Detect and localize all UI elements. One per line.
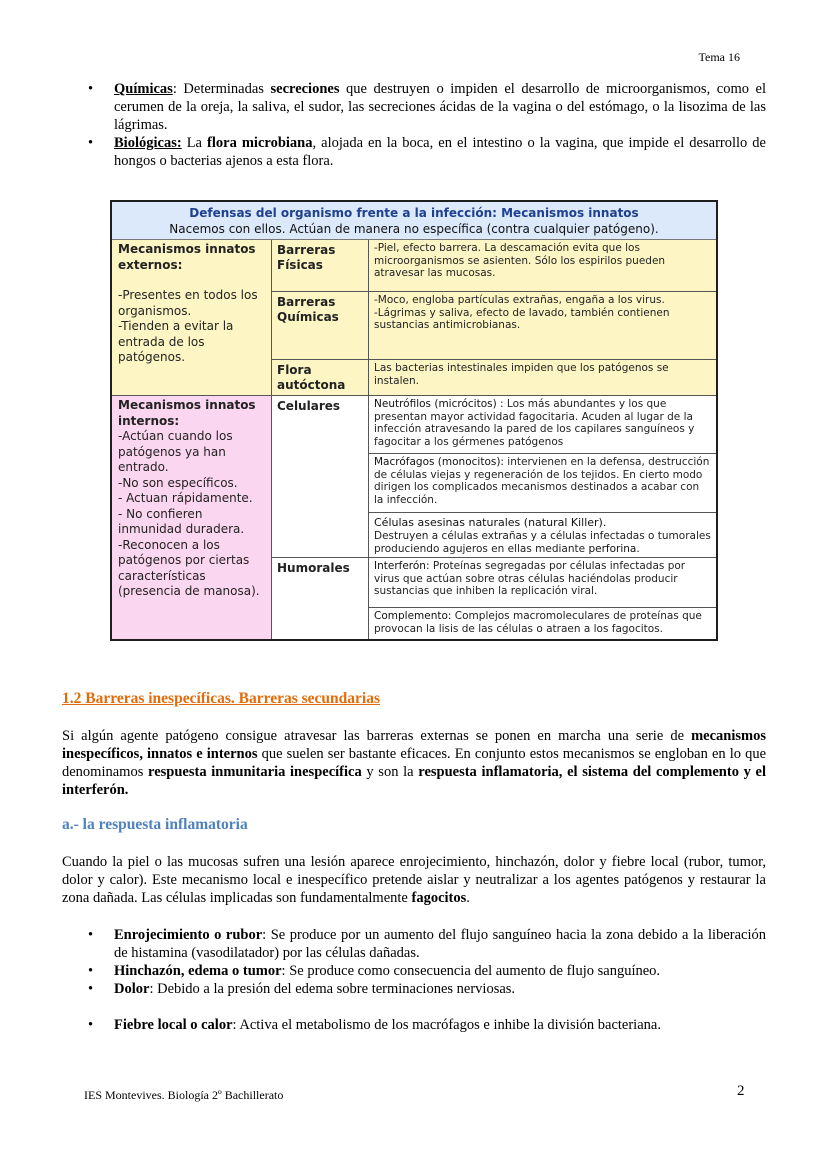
list-item: • Fiebre local o calor: Activa el metabolismo de los macrófagos e inhibe la división bacteriana. xyxy=(88,1017,661,1033)
interferon-content: Interferón: Proteínas segregadas por células infectadas por virus que actúan sobre otras células haciéndolas producir sustancias que inhiben la replicación viral. xyxy=(368,557,716,607)
bullet-icon: • xyxy=(88,927,94,943)
flora-autoctona-content: Las bacterias intestinales impiden que los patógenos se instalen. xyxy=(368,359,716,395)
table-subtitle: Nacemos con ellos. Actúan de manera no específica (contra cualquier patógeno). xyxy=(169,222,659,236)
subsection-heading: a.- la respuesta inflamatoria xyxy=(62,816,248,833)
complemento-content: Complemento: Complejos macromoleculares de proteínas que provocan la lisis de las células o atraen a los fagocitos. xyxy=(368,607,716,639)
external-mechanisms-cell xyxy=(112,240,271,395)
list-item: • Químicas: Determinadas secreciones que destruyen o impiden el desarrollo de microorganismos, como el cerumen de la oreja, la saliva, el sudor, las secreciones ácidas de la vagina o del estómago, o la lisozima de las lágrimas. xyxy=(88,81,766,133)
list-item: • Enrojecimiento o rubor: Se produce por un aumento del flujo sanguíneo hacia la zona debido a la liberación de histamina (vasodilatador) por las células dañadas. xyxy=(88,927,766,961)
bullet-icon: • xyxy=(88,135,94,151)
natural-killer-content: Células asesinas naturales (natural Killer). Destruyen a células extrañas y a células infectadas o tumorales produciendo agujeros en ellas mediante perforina. xyxy=(368,512,716,557)
external-desc-line: -Presentes en todos los organismos. xyxy=(118,288,258,318)
table-title: Defensas del organismo frente a la infección: Mecanismos innatos xyxy=(189,206,639,220)
celulares-label: Celulares xyxy=(271,395,368,557)
intro-bullet-list xyxy=(86,80,766,170)
neutrofilos-content: Neutrófilos (micrócitos) : Los más abundantes y los que presentan mayor actividad fagocitaria. Acuden al lugar de la infección atravesando la pared de los capilares sanguíneos y fagocitar a los gérmenes patógenos xyxy=(368,395,716,453)
bullet-icon: • xyxy=(88,963,94,979)
internal-desc-line: -Reconocen a los patógenos por ciertas características (presencia de manosa). xyxy=(118,537,260,598)
barreras-fisicas-content: -Piel, efecto barrera. La descamación evita que los microorganismos se asienten. Sólo los espirilos pueden atravesar las mucosas. xyxy=(368,240,716,291)
bullet-icon: • xyxy=(88,81,94,97)
list-item: • Biológicas: La flora microbiana, alojada en la boca, en el intestino o la vagina, que impide el desarrollo de hongos o bacterias ajenos a esta flora. xyxy=(88,135,766,169)
list-item: • Hinchazón, edema o tumor: Se produce como consecuencia del aumento de flujo sanguíneo. xyxy=(88,963,661,979)
barreras-quimicas-content: -Moco, engloba partículas extrañas, engaña a los virus. -Lágrimas y saliva, efecto de lavado, también contienen sustancias antimicrobianas. xyxy=(368,291,716,359)
barreras-quimicas-label: Barreras Químicas xyxy=(271,291,368,359)
internal-heading: Mecanismos innatos internos: xyxy=(118,398,256,428)
bullet-icon: • xyxy=(88,981,94,997)
symptoms-list-continued xyxy=(86,1016,766,1034)
footer-school: IES Montevives. Biología 2º Bachillerato xyxy=(84,1088,284,1102)
paragraph: Si algún agente patógeno consigue atravesar las barreras externas se ponen en marcha una serie de mecanismos inespecíficos, innatos e internos que suelen ser bastante eficaces. En conjunto estos mecanismos se engloban en lo que denominamos respuesta inmunitaria inespecífica y son la respuesta inflamatoria, el sistema del complemento y el interferón. xyxy=(62,728,767,798)
table-header xyxy=(112,202,716,240)
barreras-fisicas-label: Barreras Físicas xyxy=(271,240,368,291)
symptoms-list xyxy=(86,926,766,998)
external-heading: Mecanismos innatos externos: xyxy=(118,242,256,272)
term-label: Biológicas: xyxy=(114,135,182,151)
term-label: Químicas xyxy=(114,81,173,97)
innate-defense-table xyxy=(110,200,718,641)
paragraph: Cuando la piel o las mucosas sufren una lesión aparece enrojecimiento, hinchazón, dolor y fiebre local (rubor, tumor, dolor y calor). Este mecanismo local e inespecífico pretende aislar y neutralizar a los agentes patógenos y restaurar la zona dañada. Las células implicadas son fundamentalmente fagocitos. xyxy=(62,854,766,906)
bullet-icon: • xyxy=(88,1017,94,1033)
list-item: • Dolor: Debido a la presión del edema sobre terminaciones nerviosas. xyxy=(88,981,516,997)
internal-mechanisms-cell xyxy=(112,395,271,639)
page-number: 2 xyxy=(737,1083,745,1099)
internal-desc-line: - No confieren inmunidad duradera. xyxy=(118,506,245,536)
external-desc-line: -Tienden a evitar la entrada de los patógenos. xyxy=(118,319,234,364)
humorales-label: Humorales xyxy=(271,557,368,639)
internal-desc-line: - Actuan rápidamente. xyxy=(118,491,253,505)
page-header-topic: Tema 16 xyxy=(698,50,740,64)
macrofagos-content: Macrófagos (monocitos): intervienen en la defensa, destrucción de células viejas y regeneración de los tejidos. En cierto modo dirigen los complicados mecanismos destinados a acabar con la infección. xyxy=(368,453,716,512)
internal-desc-line: -No son específicos. xyxy=(118,475,238,490)
flora-autoctona-label: Flora autóctona xyxy=(271,359,368,395)
internal-desc-line: -Actúan cuando los patógenos ya han entrado. xyxy=(118,429,233,474)
section-heading: 1.2 Barreras inespecíficas. Barreras secundarias xyxy=(62,690,380,707)
